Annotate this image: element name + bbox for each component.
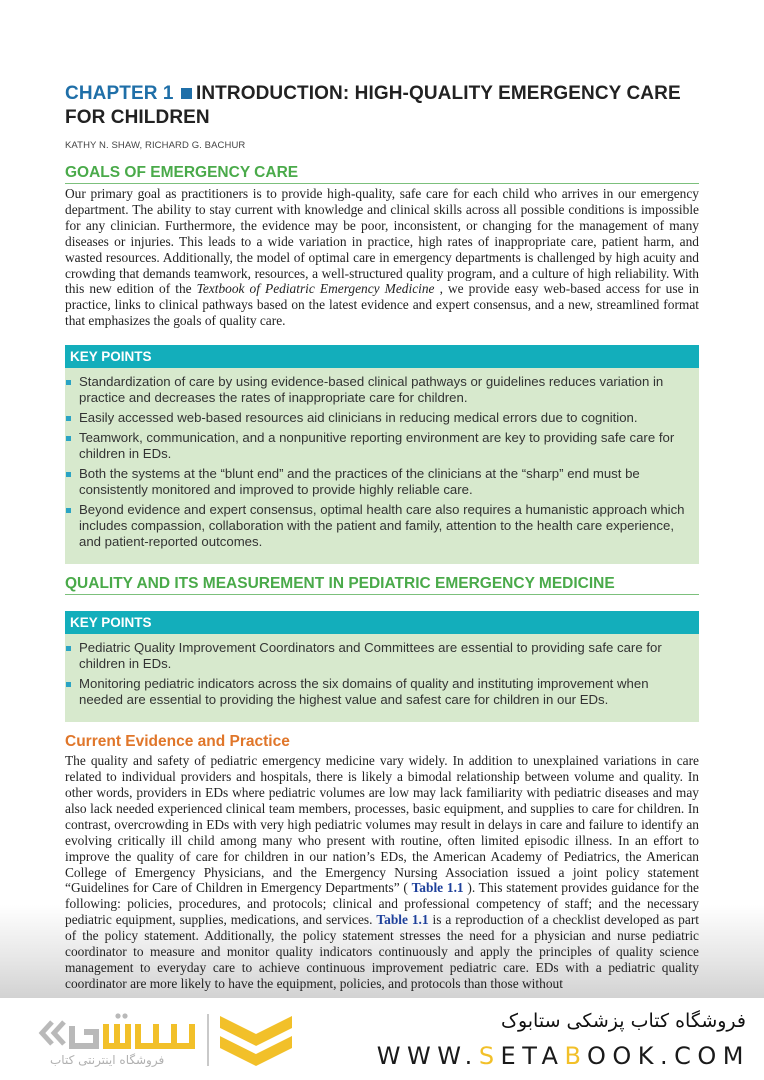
subsection-heading-current-evidence: Current Evidence and Practice [65, 733, 290, 751]
key-point-item [79, 466, 691, 498]
key-point-item [79, 640, 691, 672]
key-point-text: Pediatric Quality Improvement Coordinators and Committees are essential to providing safe care for children in EDs. [79, 640, 662, 672]
setabook-wordmark-icon [38, 1012, 198, 1054]
chevron-logo-icon [216, 1012, 296, 1070]
url-part: ETA [500, 1042, 565, 1070]
key-points-box-1 [65, 345, 699, 564]
section-heading-goals: GOALS OF EMERGENCY CARE [65, 163, 699, 184]
square-bullet-icon [181, 88, 192, 99]
url-highlight: B [564, 1042, 587, 1070]
store-name: فروشگاه کتاب پزشکی ستابوک [500, 1010, 746, 1032]
table-1-1-link[interactable]: Table 1.1 [376, 912, 429, 928]
goals-text-2: , we provide easy web-based access for use in practice, links to clinical pathways based on the latest evidence and expert consensus, and a new, streamlined format that emphasizes the goals of quality care. [65, 281, 699, 329]
book-title-italic: Textbook of Pediatric Emergency Medicine [196, 281, 435, 297]
current-text-1: The quality and safety of pediatric emergency medicine vary widely. In addition to unexplained variations in care related to individual providers and hospitals, there is likely a bimodal relationship between volume and quality. In other words, providers in EDs where pediatric volumes are low may lack familiarity with pediatric diseases and may also lack needed experienced clinical team members, processes, basic equipment, and supplies to care for children. In contrast, overcrowding in EDs with very high pediatric volumes may result in delays in care and failure to identify an evolving critically ill child among many who present with routine, often limited episodic illness. In an effort to improve the quality of care for children in our nation’s EDs, the American Academy of Pediatrics, the American College of Emergency Physicians, and the Emergency Nursing Association issued a joint policy statement “Guidelines for Care of Children in Emergency Departments” ( [65, 753, 699, 896]
current-text-3: is a reproduction of a checklist developed as part of the policy statement. Additionally, the policy statement stresses the need for a physician and nurse pediatric coordinator to measure and monitor quality indicators continuously and apply the principles of quality science management to everyday care to achieve continuous improvement pediatric care. EDs with a pediatric quality coordinator are more likely to have the equipment, policies, and protocols than those without [65, 912, 699, 991]
square-bullet-icon [66, 472, 71, 477]
square-bullet-icon [66, 682, 71, 687]
square-bullet-icon [66, 416, 71, 421]
key-point-text: Beyond evidence and expert consensus, optimal health care also requires a humanistic approach which includes compassion, collaboration with the patient and family, attention to the health care experience, and patient-reported outcomes. [79, 502, 685, 550]
key-points-list [65, 634, 699, 708]
key-point-item [79, 374, 691, 406]
square-bullet-icon [66, 646, 71, 651]
key-point-text: Standardization of care by using evidence-based clinical pathways or guidelines reduces variation in practice and decreases the rates of inappropriate care for children. [79, 374, 664, 406]
key-point-item [79, 410, 691, 426]
chapter-authors: KATHY N. SHAW, RICHARD G. BACHUR [65, 140, 246, 151]
table-1-1-link[interactable]: Table 1.1 [411, 880, 464, 896]
watermark-banner [0, 998, 764, 1080]
key-point-item [79, 676, 691, 708]
goals-text-1: Our primary goal as practitioners is to provide high-quality, safe care for each child who arrives in our emergency department. The ability to stay current with knowledge and clinical skills across all possible conditions is impossible for any clinician. Furthermore, the evidence may be poor, inconsistent, or changing for the management of many diseases or injuries. This leads to a wide variation in practice, high rates of inappropriate care, patient harm, and wasted resources. Additionally, the model of optimal care in emergency departments is challenged by high acuity and crowding that demands teamwork, resources, a well-structured quality program, and a culture of high reliability. With this new edition of the [65, 186, 699, 297]
section-heading-quality: QUALITY AND ITS MEASUREMENT IN PEDIATRIC EMERGENCY MEDICINE [65, 574, 699, 595]
logo-divider [207, 1014, 209, 1066]
key-points-list [65, 368, 699, 550]
current-evidence-paragraph [65, 753, 699, 992]
logo-subtitle: فروشگاه اینترنتی کتاب [50, 1053, 165, 1067]
key-point-text: Both the systems at the “blunt end” and the practices of the clinicians at the “sharp” end must be consistently monitored and improved to provide highly reliable care. [79, 466, 640, 498]
key-point-item [79, 502, 691, 550]
square-bullet-icon [66, 380, 71, 385]
key-point-text: Monitoring pediatric indicators across the six domains of quality and instituting improvement when needed are essential to providing the highest value and safest care for children in our EDs. [79, 676, 649, 708]
url-part: WWW. [376, 1042, 479, 1070]
key-points-heading: KEY POINTS [65, 345, 699, 368]
key-point-text: Easily accessed web-based resources aid clinicians in reducing medical errors due to cognition. [79, 410, 638, 426]
key-points-box-2 [65, 611, 699, 722]
key-point-text: Teamwork, communication, and a nonpunitive reporting environment are key to providing safe care for children in EDs. [79, 430, 675, 462]
square-bullet-icon [66, 508, 71, 513]
current-text-2: ). This statement provides guidance for the following: policies, procedures, and protocols; clinical and professional competency of staff; and the necessary pediatric equipment, supplies, medications, and services. [65, 880, 699, 928]
key-points-heading: KEY POINTS [65, 611, 699, 634]
goals-paragraph [65, 186, 699, 329]
page-content [65, 82, 699, 992]
square-bullet-icon [66, 436, 71, 441]
store-url[interactable] [377, 1042, 750, 1070]
key-point-item [79, 430, 691, 462]
url-part: OOK.COM [586, 1042, 750, 1070]
chapter-label: CHAPTER 1 [65, 83, 174, 104]
url-highlight: S [478, 1042, 501, 1070]
chapter-title-text: INTRODUCTION: HIGH-QUALITY EMERGENCY CARE FOR CHILDREN [65, 83, 681, 128]
chapter-title [65, 82, 699, 130]
